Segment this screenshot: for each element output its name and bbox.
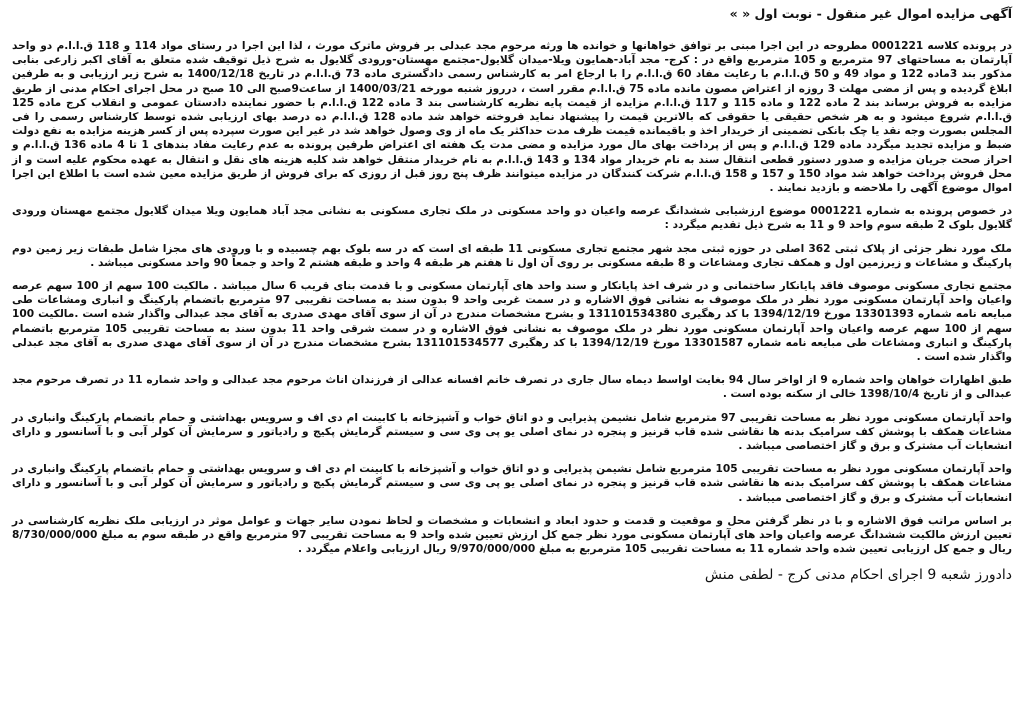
paragraph-unit-11-description: واحد آپارتمان مسکونی مورد نظر به مساحت تقریبی 105 مترمربع شامل نشیمن پذیرایی و دو اتاق خواب و آشپزخانه با کابینت ام دی اف و سرویس بهداشتی و حمام باتضمام پارکینگ وانباری در مشاعات همکف با پوشش کف سرامیک بدنه ها نقاشی شده قاب قرنیز و پنجره در نمای اصلی یو پی وی سی و سیستم گرمایش پکیج و رادیاتور و سرمایش آن کولر آبی و با آسانسور و دارای انشعابات آب مشترک و برق و گاز اختصاصی میباشد . bbox=[12, 463, 1012, 504]
signature-line: دادورز شعبه 9 اجرای احکام مدنی کرج - لطفی منش bbox=[704, 566, 1012, 583]
paragraph-property-location: ملک مورد نظر جزئی از پلاک ثبتی 362 اصلی در حوزه ثبتی مجد شهر مجتمع تجاری مسکونی 11 طبقه ای است که در سه بلوک بهم چسبیده و با ورودی های مجزا شامل طبقات زیر زمین دوم پارکینگ و مشاعات و زیرزمین اول و همکف تجاری ومشاعات و 8 طبقه مسکونی بر روی آن اول تا هفتم هر طبقه 4 واحد و طبقه هشتم 2 واحد و جمعاً 90 واحد مسکونی میباشد . bbox=[12, 242, 1012, 269]
paragraph-case-intro: در پرونده کلاسه 0001221 مطروحه در این اجرا مبنی بر توافق خواهانها و خوانده ها ورثه مرحوم مجد عبدلی بر فروش ماترک مورث ، لذا این اجرا در رستای مواد 114 و 118 ق.ا.ا.م دو واحد آپارتمان به مساحتهای 97 مترمربع و 105 مترمربع واقع در : کرج- مجد آباد-همایون ویلا-میدان گلایول-مجتمع مهستان-ورودی گلایول به شرح ذیل توقیف شده متعلق به آقای اکبر زارعی بنابی مذکور بند 3ماده 122 و مواد 49 و 50 ق.ا.ا.م با رعایت مفاد 60 ق.ا.ا.م را با ارجاع امر به کارشناس رسمی دادگستری ماده 73 ق.ا.ا.م در تاریخ 1400/12/18 به شرح زیر ارزیابی و به طرفین ابلاغ گردیده و پس از مضی مهلت 3 روزه از اعتراض مصون مانده ماده 75 ق.ا.ا.م مقرر است ، درروز شنبه مورخه 1400/03/21 از ساعت9صبح الی 10 صبح در محل اجرای احکام مدنی از طریق مزایده به فروش برساند بند 2 ماده 122 و ماده 115 و 117 ق.ا.ا.م مزایده از قیمت پایه نظریه کارشناسی بند 3 ماده 122 ق.ا.ا.م با حضور نماینده دادستان عمومی و انقلاب کرج ماده 125 ق.ا.ا.م شروع میشود و به هر شخص حقیقی یا حقوقی که بالاترین قیمت را پیشنهاد نماید فروخته خواهد شد ماده 128 ق.ا.ا.م ده درصد بهای ارزیابی شده توسط کارشناس رسمی را فی المجلس بصورت وجه نقد یا چک بانکی تضمینی از خریدار اخذ و باقیمانده قیمت ظرف مدت حداکثر یک ماه از وی وصول خواهد شد در غیر این صورت سپرده پس از کسر هزینه مزایده به نفع دولت ضبط و مزایده تجدید میگردد ماده 129 ق.ا.ا.م و پس از پرداخت بهای مال مورد مزایده و مضی مدت یک هفته ای اعتراض طرفین پرونده به عدم رعایت مفاد بندهای 1 تا 4 ماده 136 ق.ا.ا.م و احراز صحت جریان مزایده و صدور دستور قطعی انتقال سند به نام خریدار مواد 134 و 143 ق.ا.ا.م به نام خریدار منتقل خواهد شد کلیه هزینه های نقل و انتقال به عهده محکوم علیه است و از محل فروش پرداخت خواهد شد مواد 150 و 157 و 158 ق.ا.ا.م شرکت کنندگان در مزایده میتوانند ظرف پنج روز قبل از روزی که برای فروش از طریق مزایده معین شده است با اطلاع این اجرا اموال موضوع آگهی را ملاحضه و بازدید نمایند . bbox=[12, 40, 1013, 195]
paragraph-evaluation-subject: در خصوص پرونده به شماره 0001221 موضوع ارزشیابی ششدانگ عرصه واعیان دو واحد مسکونی در ملک تجاری مسکونی به نشانی مجد آباد همایون ویلا میدان گلایول مجتمع مهستان ورودی گلایول بلوک 2 طبقه سوم واحد 9 و 11 به شرح ذیل تقدیم میگردد : bbox=[12, 205, 1013, 232]
paragraph-unit-9-description: واحد آپارتمان مسکونی مورد نظر به مساحت تقریبی 97 مترمربع شامل نشیمن پذیرایی و دو اتاق خواب و آشپزخانه با کابینت ام دی اف و سرویس بهداشتی و حمام باتضمام پارکینگ وانباری در مشاعات همکف با پوشش کف سرامیک بدنه ها نقاشی شده قاب قرنیز و پنجره در نمای اصلی یو پی وی سی و سیستم گرمایش پکیج و رادیاتور و سرمایش آن کولر آبی و با آسانسور و دارای انشعابات آب مشترک و برق و گاز اختصاصی میباشد . bbox=[12, 411, 1012, 453]
paragraph-valuation: بر اساس مراتب فوق الاشاره و با در نظر گرفتن محل و موقعیت و قدمت و حدود ابعاد و انشعابات و مشخصات و لحاظ نمودن سایر جهات و عوامل موثر در ارزیابی ملک نظریه کارشناسی در تعیین ارزش مالکیت ششدانگ عرصه واعیان واحد های آپارتمان مسکونی مورد نظر جمع کل ارزش تعیین شده واحد 9 به مساحت تقریبی 97 مترمربع واقع در طبقه سوم به مبلغ 8/730/000/000 ریال و جمع کل ارزیابی تعیین شده واحد شماره 11 به مساحت تقریبی 105 مترمربع به مبلغ 9/970/000/000 ریال ارزیابی واعلام میگردد . bbox=[12, 514, 1012, 556]
paragraph-occupancy: طبق اظهارات خواهان واحد شماره 9 از اواخر سال 94 بغایت اواسط دیماه سال جاری در تصرف خانم افسانه عدالی از فرزندان اناث مرحوم مجد عبدالی و واحد شماره 11 در تصرف مرحوم مجد عبدالی و از تاریخ 1398/10/4 خالی از سکنه بوده است . bbox=[12, 374, 1013, 401]
paragraph-ownership: مجتمع تجاری مسکونی موصوف فاقد پایانکار ساختمانی و در شرف اخذ پایانکار و سند واحد های آپارتمان مسکونی و با قدمت بنای قریب 6 سال میباشد . مالکیت 100 سهم از 100 سهم عرصه واعیان واحد آپارتمان مسکونی مورد نظر در ملک موصوف به نشانی فوق الاشاره و در سمت غربی واحد 9 بدون سند به مساحت تقریبی 97 مترمربع باتضمام پارکینگ و انباری ومشاعات طی مبایعه نامه شماره 13301393 مورخ 1394/12/19 با کد رهگیری 131101534380 و بشرح مشخصات مندرج در آن از سوی آقای مهدی صدری به آقای مجد عبدالی واگذار شده است .مالکیت 100 سهم از 100 سهم عرصه واعیان واحد آپارتمان مسکونی مورد نظر در ملک موصوف به نشانی فوق الاشاره و در سمت شرقی واحد 11 بدون سند به مساحت تقریبی 105 مترمربع باتضمام پارکینگ و انباری ومشاعات طی مبایعه نامه شماره 13301587 مورخ 1394/12/19 با کد رهگیری 131101534577 بشرح مشخصات مندرج در آن از سوی آقای مهدی صدری به آقای مجد عبدلی واگذار شده است . bbox=[12, 280, 1013, 364]
notice-title: آگهی مزایده اموال غیر منقول - نوبت اول « » bbox=[729, 6, 1012, 21]
